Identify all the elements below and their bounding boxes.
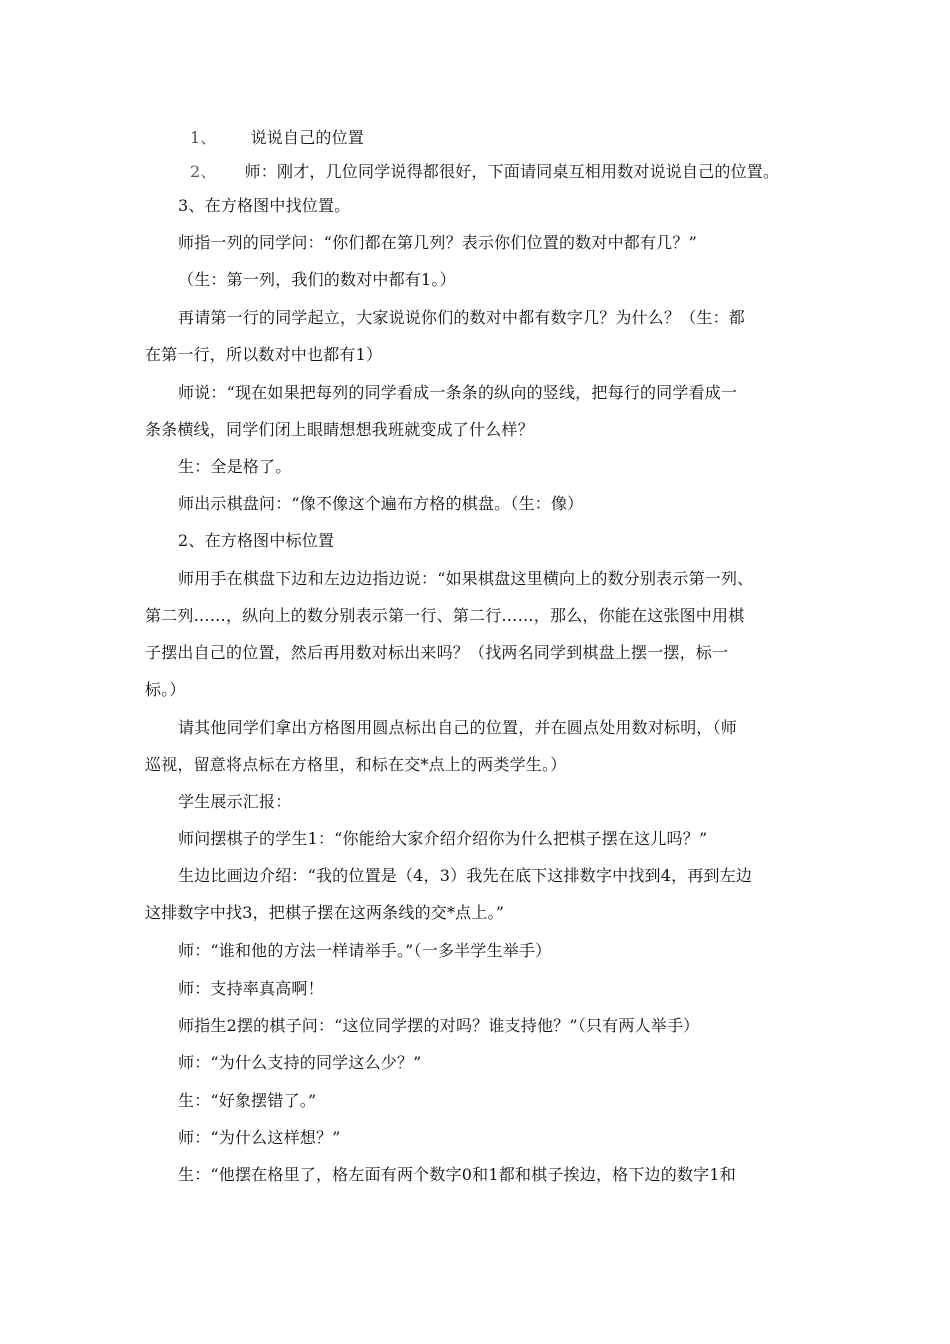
paragraph-line: 生：全是格了。 (178, 457, 292, 476)
list-marker-1: 1、 (190, 128, 217, 147)
paragraph-line: 生：“好象摆错了。” (178, 1091, 317, 1110)
paragraph-line: 师用手在棋盘下边和左边边指边说：“如果棋盘这里横向上的数分别表示第一列、 (178, 569, 754, 588)
paragraph-line: （生：第一列，我们的数对中都有1。） (178, 270, 456, 289)
paragraph-line: 师指生2摆的棋子问：“这位同学摆的对吗？谁支持他？”（只有两人举手） (178, 1016, 700, 1035)
paragraph-line: 师：“为什么支持的同学这么少？” (178, 1053, 422, 1072)
paragraph-line: 师指一列的同学问：“你们都在第几列？表示你们位置的数对中都有几？” (178, 233, 697, 252)
paragraph-line: 师：“为什么这样想？” (178, 1128, 341, 1147)
paragraph-line: 生边比画边介绍：“我的位置是（4，3）我先在底下这排数字中找到4，再到左边 (178, 866, 753, 885)
line-text: 师：刚才，几位同学说得都很好，下面请同桌互相用数对说说自己的位置。 (244, 162, 780, 181)
paragraph-line: 标。） (145, 680, 186, 699)
paragraph-line: 子摆出自己的位置，然后再用数对标出来吗？（找两名同学到棋盘上摆一摆，标一 (145, 643, 729, 662)
paragraph-line: 生：“他摆在格里了，格左面有两个数字0和1都和棋子挨边，格下边的数字1和 (178, 1165, 736, 1184)
paragraph-line: 这排数字中找3，把棋子摆在这两条线的交*点上。” (145, 903, 505, 922)
section-heading: 3、在方格图中找位置。 (178, 196, 351, 215)
line-text: 说说自己的位置 (250, 128, 364, 147)
paragraph-line: 师问摆棋子的学生1：“你能给大家介绍介绍你为什么把棋子摆在这儿吗？” (178, 829, 708, 848)
paragraph-line: 再请第一行的同学起立，大家说说你们的数对中都有数字几？为什么？（生：都 (178, 308, 746, 327)
paragraph-line: 师：支持率真高啊！ (178, 979, 324, 998)
paragraph-line: 师说：“现在如果把每列的同学看成一条条的纵向的竖线，把每行的同学看成一 (178, 383, 738, 402)
paragraph-line: 师：“谁和他的方法一样请举手。”（一多半学生举手） (178, 941, 552, 960)
paragraph-line: 条条横线，同学们闭上眼睛想想我班就变成了什么样？ (145, 420, 534, 439)
list-item-2 (190, 162, 779, 182)
list-marker-2: 2、 (190, 162, 217, 181)
list-item-1 (190, 128, 364, 148)
paragraph-line: 巡视，留意将点标在方格里，和标在交*点上的两类学生。） (145, 755, 567, 774)
paragraph-line: 师出示棋盘问：“像不像这个遍布方格的棋盘。（生：像） (178, 494, 584, 513)
paragraph-line: 第二列……，纵向上的数分别表示第一行、第二行……，那么，你能在这张图中用棋 (145, 606, 745, 625)
section-heading: 2、在方格图中标位置 (178, 531, 335, 550)
paragraph-line: 在第一行，所以数对中也都有1） (145, 345, 383, 364)
paragraph-line: 请其他同学们拿出方格图用圆点标出自己的位置，并在圆点处用数对标明，（师 (178, 718, 738, 737)
paragraph-line: 学生展示汇报： (178, 792, 292, 811)
